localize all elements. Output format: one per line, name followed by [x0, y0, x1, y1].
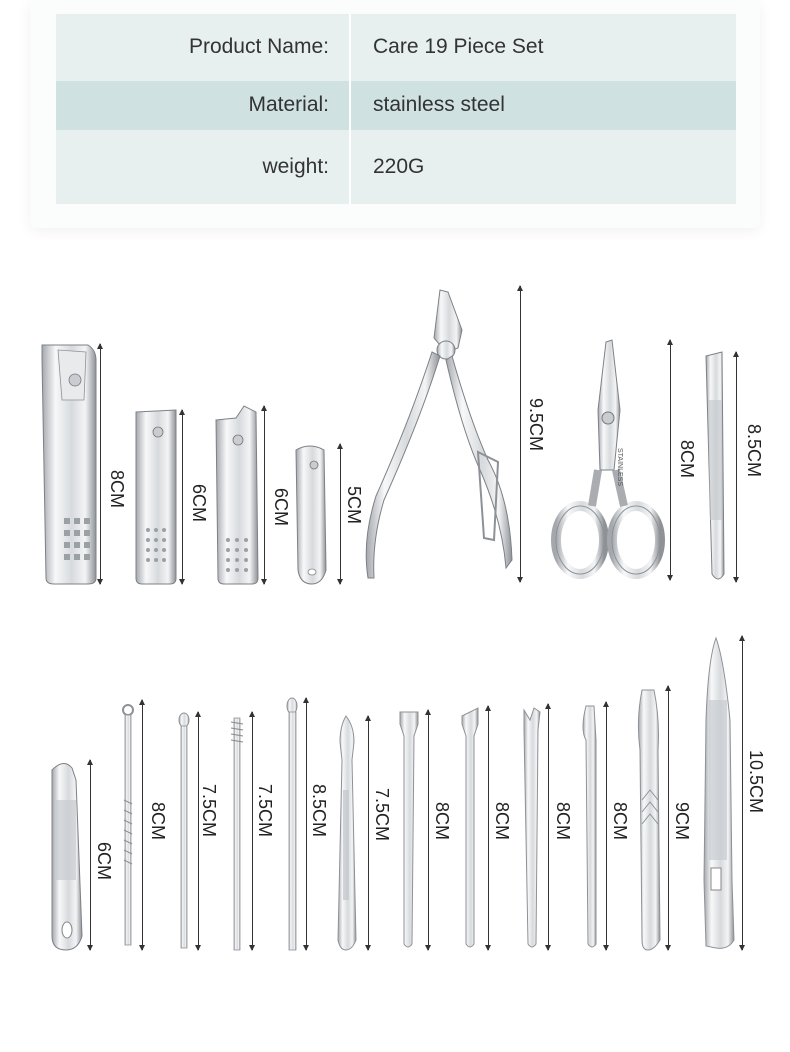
- dim-scissors: 8CM: [677, 440, 697, 479]
- dim-slant-clipper: 6CM: [271, 488, 291, 527]
- dim-flat-chisel: 8CM: [432, 802, 452, 841]
- dim-line: [142, 700, 143, 950]
- dim-large-clipper: 8CM: [107, 470, 127, 509]
- cuticle-pusher: [338, 716, 356, 950]
- dim-cuticle-nipper: 9.5CM: [526, 398, 546, 452]
- v-cuticle-trimmer: [524, 708, 540, 947]
- dim-line: [668, 686, 669, 950]
- spec-value: Care 19 Piece Set: [373, 35, 544, 59]
- dim-coil-pick: 8CM: [148, 802, 168, 841]
- dim-line: [742, 636, 743, 950]
- medium-nail-clipper: [136, 410, 176, 584]
- ear-spoon: [179, 713, 189, 948]
- dim-line: [736, 352, 737, 582]
- slant-chisel: [462, 708, 478, 947]
- dim-line: [548, 704, 549, 950]
- dim-small-clipper: 5CM: [344, 486, 364, 525]
- dim-line: [670, 340, 671, 580]
- dim-line: [264, 406, 265, 584]
- acne-tweezer: [638, 690, 660, 950]
- dim-line: [488, 706, 489, 950]
- dim-bottle-opener: 6CM: [94, 842, 114, 881]
- spec-label: weight:: [56, 130, 350, 204]
- tweezers: [706, 352, 724, 579]
- dim-nail-file: 10.5CM: [746, 750, 766, 814]
- dim-medium-clipper: 6CM: [189, 484, 209, 523]
- dim-line: [100, 344, 101, 584]
- spiral-ear-pick: [231, 718, 243, 950]
- scissors-engraving: STAINLESS: [616, 448, 623, 486]
- dim-slant-chisel: 8CM: [492, 802, 512, 841]
- dim-tweezers: 8.5CM: [744, 424, 764, 478]
- flat-chisel: [400, 712, 418, 947]
- dim-line: [606, 702, 607, 950]
- cuticle-nipper: [366, 290, 512, 578]
- bottle-opener-file: [52, 763, 82, 950]
- scissors: [556, 340, 660, 574]
- spec-value: 220G: [373, 154, 425, 178]
- dim-line: [428, 710, 429, 950]
- dim-line: [182, 410, 183, 584]
- spec-label: Material:: [56, 81, 350, 130]
- dim-acne-tweezer: 9CM: [672, 802, 692, 841]
- dead-skin-fork: [583, 706, 596, 947]
- dim-line: [252, 712, 253, 950]
- slant-nail-clipper: [216, 406, 258, 584]
- small-nail-clipper: [296, 446, 326, 584]
- dim-v-cuticle-trimmer: 8CM: [553, 802, 573, 841]
- nail-file: [704, 638, 734, 948]
- coil-pick: [123, 705, 133, 945]
- dim-line: [306, 698, 307, 950]
- dim-line: [368, 716, 369, 950]
- dim-ear-spoon: 7.5CM: [199, 784, 219, 838]
- dim-dead-skin-fork: 8CM: [610, 802, 630, 841]
- large-nail-clipper: [42, 345, 96, 584]
- dim-line: [520, 286, 521, 582]
- spec-label: Product Name:: [56, 14, 350, 81]
- dim-spiral-ear-pick: 7.5CM: [255, 784, 275, 838]
- double-ear-pick: [287, 698, 297, 950]
- dim-cuticle-pusher: 7.5CM: [372, 788, 392, 842]
- dim-double-ear-pick: 8.5CM: [309, 784, 329, 838]
- dim-line: [90, 760, 91, 950]
- dim-line: [340, 444, 341, 584]
- spec-value: stainless steel: [373, 93, 505, 117]
